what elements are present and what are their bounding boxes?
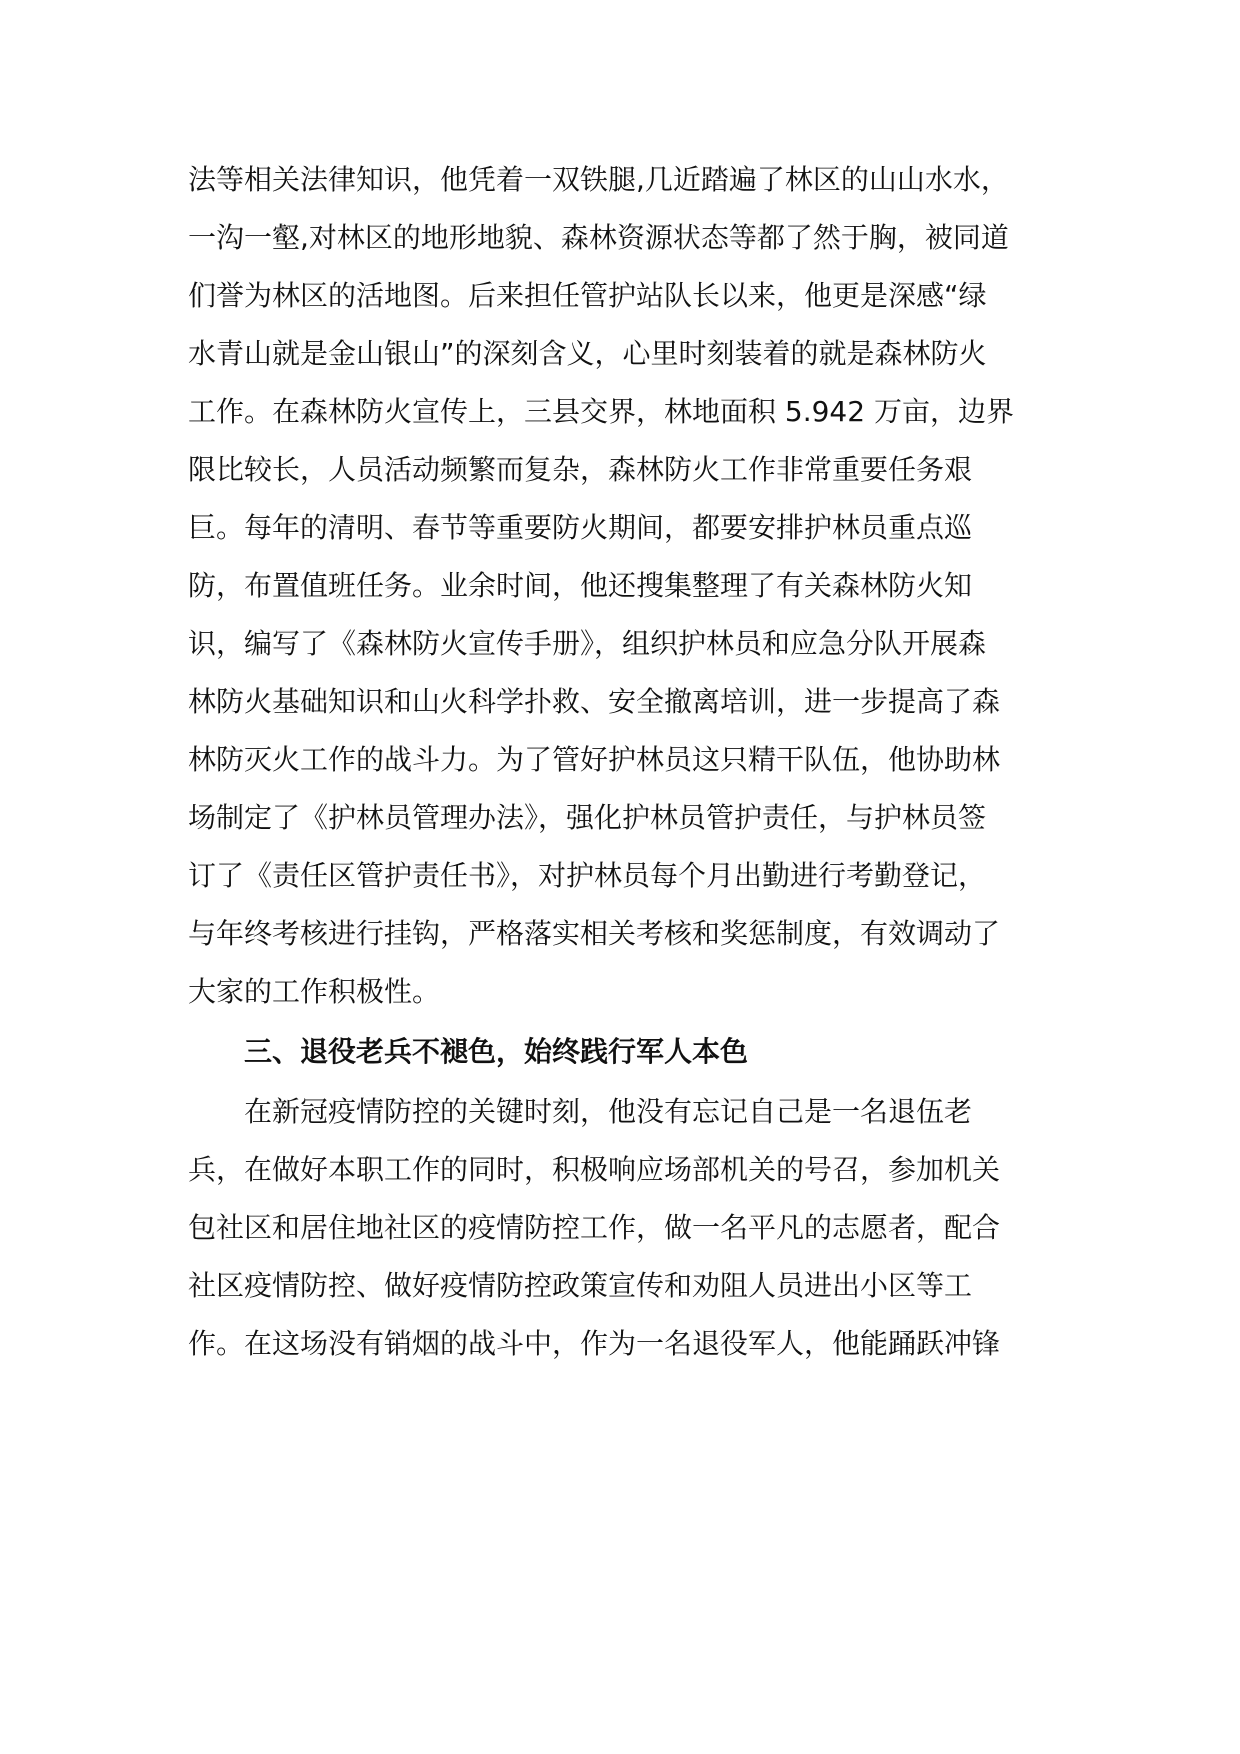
paragraph-1-line: 一沟一壑,对林区的地形地貌、森林资源状态等都了然于胸，被同道 [188,221,1009,254]
section-heading: 三、退役老兵不褪色，始终践行军人本色 [244,1035,749,1068]
paragraph-1-line: 与年终考核进行挂钩，严格落实相关考核和奖惩制度，有效调动了 [188,917,1001,950]
paragraph-1-line: 场制定了《护林员管理办法》，强化护林员管护责任，与护林员签 [188,801,987,834]
paragraph-1-line: 订了《责任区管护责任书》，对护林员每个月出勤进行考勤登记， [188,859,987,892]
paragraph-1-line: 水青山就是金山银山”的深刻含义，心里时刻装着的就是森林防火 [188,337,987,370]
paragraph-2-line: 社区疫情防控、做好疫情防控政策宣传和劝阻人员进出小区等工 [188,1269,973,1302]
paragraph-2-line: 包社区和居住地社区的疫情防控工作，做一名平凡的志愿者，配合 [188,1211,1001,1244]
paragraph-1-line: 林防灭火工作的战斗力。为了管好护林员这只精干队伍，他协助林 [188,743,1001,776]
paragraph-1-line: 防，布置值班任务。业余时间，他还搜集整理了有关森林防火知 [188,569,973,602]
paragraph-1-line: 巨。每年的清明、春节等重要防火期间，都要安排护林员重点巡 [188,511,973,544]
paragraph-1-line: 林防火基础知识和山火科学扑救、安全撤离培训，进一步提高了森 [188,685,1001,718]
paragraph-2-line: 在新冠疫情防控的关键时刻，他没有忘记自己是一名退伍老 [244,1095,973,1128]
paragraph-1-line: 工作。在森林防火宣传上，三县交界，林地面积 5.942 万亩，边界 [188,395,1014,428]
paragraph-1-line: 限比较长，人员活动频繁而复杂，森林防火工作非常重要任务艰 [188,453,973,486]
paragraph-2-line: 兵，在做好本职工作的同时，积极响应场部机关的号召，参加机关 [188,1153,1001,1186]
paragraph-1-line: 们誉为林区的活地图。后来担任管护站队长以来，他更是深感“绿 [188,279,987,312]
paragraph-2-line: 作。在这场没有销烟的战斗中，作为一名退役军人，他能踊跃冲锋 [188,1327,1001,1360]
paragraph-1-line: 大家的工作积极性。 [188,975,441,1008]
paragraph-1-line: 识，编写了《森林防火宣传手册》，组织护林员和应急分队开展森 [188,627,987,660]
paragraph-1-line: 法等相关法律知识，他凭着一双铁腿,几近踏遍了林区的山山水水， [188,163,1009,196]
